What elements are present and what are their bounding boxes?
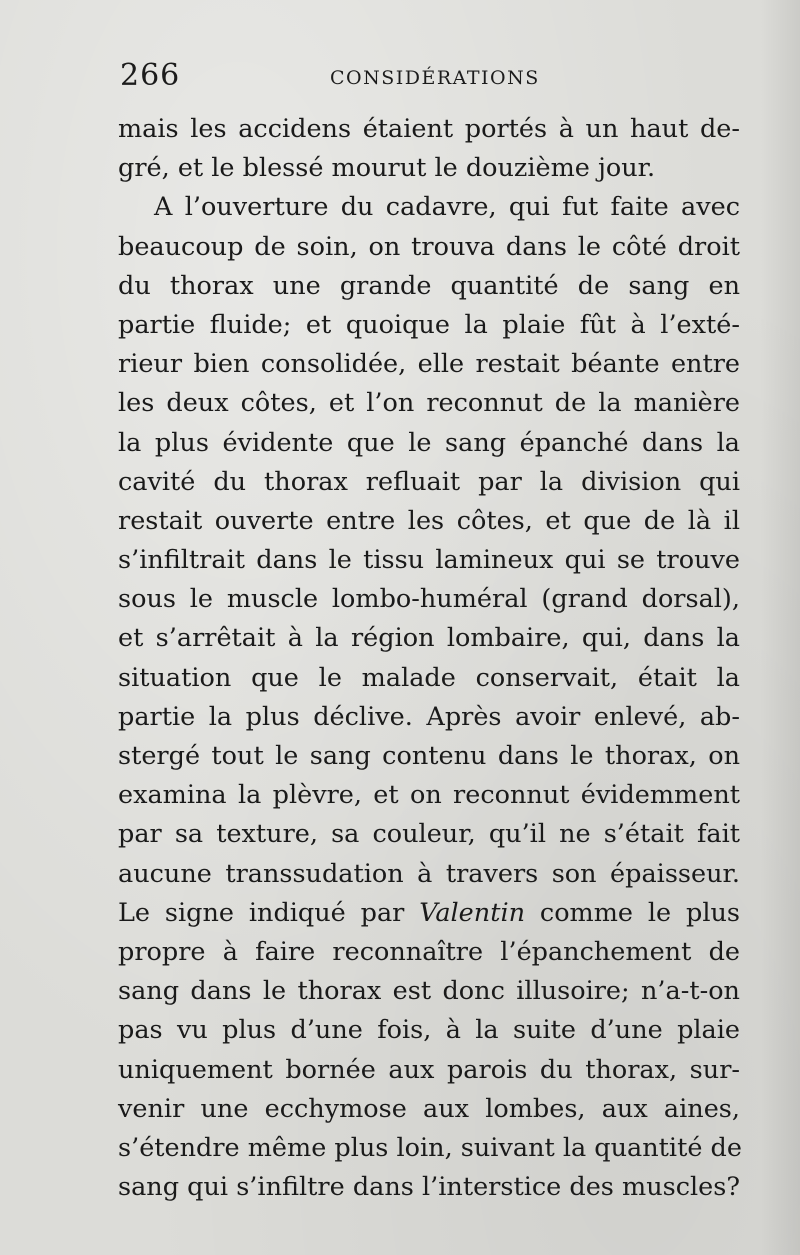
- text-line: gré, et le blessé mourut le douzième jour.: [118, 153, 656, 184]
- running-title: CONSIDÉRATIONS: [330, 67, 540, 89]
- text-line: pas vu plus d’une fois, à la suite d’une plaie: [118, 1015, 740, 1046]
- text-line: A l’ouverture du cadavre, qui fut faite avec: [154, 192, 740, 223]
- italic-name: Valentin: [419, 897, 526, 928]
- text-line: cavité du thorax refluait par la division qui: [118, 466, 740, 497]
- text-line: situation que le malade conservait, était la: [118, 662, 740, 693]
- text-line: sang qui s’infiltre dans l’interstice des muscles?: [118, 1172, 740, 1203]
- text-line: s’étendre même plus loin, suivant la quantité de: [118, 1132, 742, 1163]
- text-line: sang dans le thorax est donc illusoire; n’a-t-on: [118, 976, 740, 1007]
- text-line: du thorax une grande quantité de sang en: [118, 270, 740, 301]
- text-line: sous le muscle lombo-huméral (grand dorsal),: [118, 584, 740, 615]
- text-line-with-italic: [118, 894, 740, 933]
- page-number: 266: [120, 58, 181, 93]
- text-line: uniquement bornée aux parois du thorax, sur-: [118, 1054, 740, 1085]
- text-line: s’infiltrait dans le tissu lamineux qui se trouve: [118, 545, 740, 576]
- text-line: aucune transsudation à travers son épaisseur.: [118, 858, 740, 889]
- text-line: examina la plèvre, et on reconnut évidemment: [118, 780, 740, 811]
- text-line: beaucoup de soin, on trouva dans le côté droit: [118, 231, 740, 262]
- text-line: mais les accidens étaient portés à un haut de-: [118, 114, 740, 144]
- text-line: restait ouverte entre les côtes, et que de là il: [118, 505, 740, 536]
- page-header: [118, 58, 740, 98]
- text-segment: Le signe indiqué par: [118, 897, 405, 928]
- text-line: et s’arrêtait à la région lombaire, qui, dans la: [118, 623, 740, 654]
- text-line: stergé tout le sang contenu dans le thorax, on: [118, 741, 740, 771]
- text-line: partie fluide; et quoique la plaie fût à l’exté-: [118, 309, 740, 340]
- text-segment: comme le plus: [525, 897, 740, 928]
- text-line: rieur bien consolidée, elle restait béante entre: [118, 349, 740, 380]
- text-line: la plus évidente que le sang épanché dans la: [118, 427, 740, 458]
- text-line: partie la plus déclive. Après avoir enlevé, ab-: [118, 701, 740, 732]
- text-line: les deux côtes, et l’on reconnut de la manière: [118, 388, 740, 419]
- text-line: propre à faire reconnaître l’épanchement de: [118, 936, 740, 967]
- text-line: par sa texture, sa couleur, qu’il ne s’était fait: [118, 819, 740, 850]
- body-text: [118, 110, 740, 1207]
- text-line: venir une ecchymose aux lombes, aux aines,: [118, 1093, 740, 1124]
